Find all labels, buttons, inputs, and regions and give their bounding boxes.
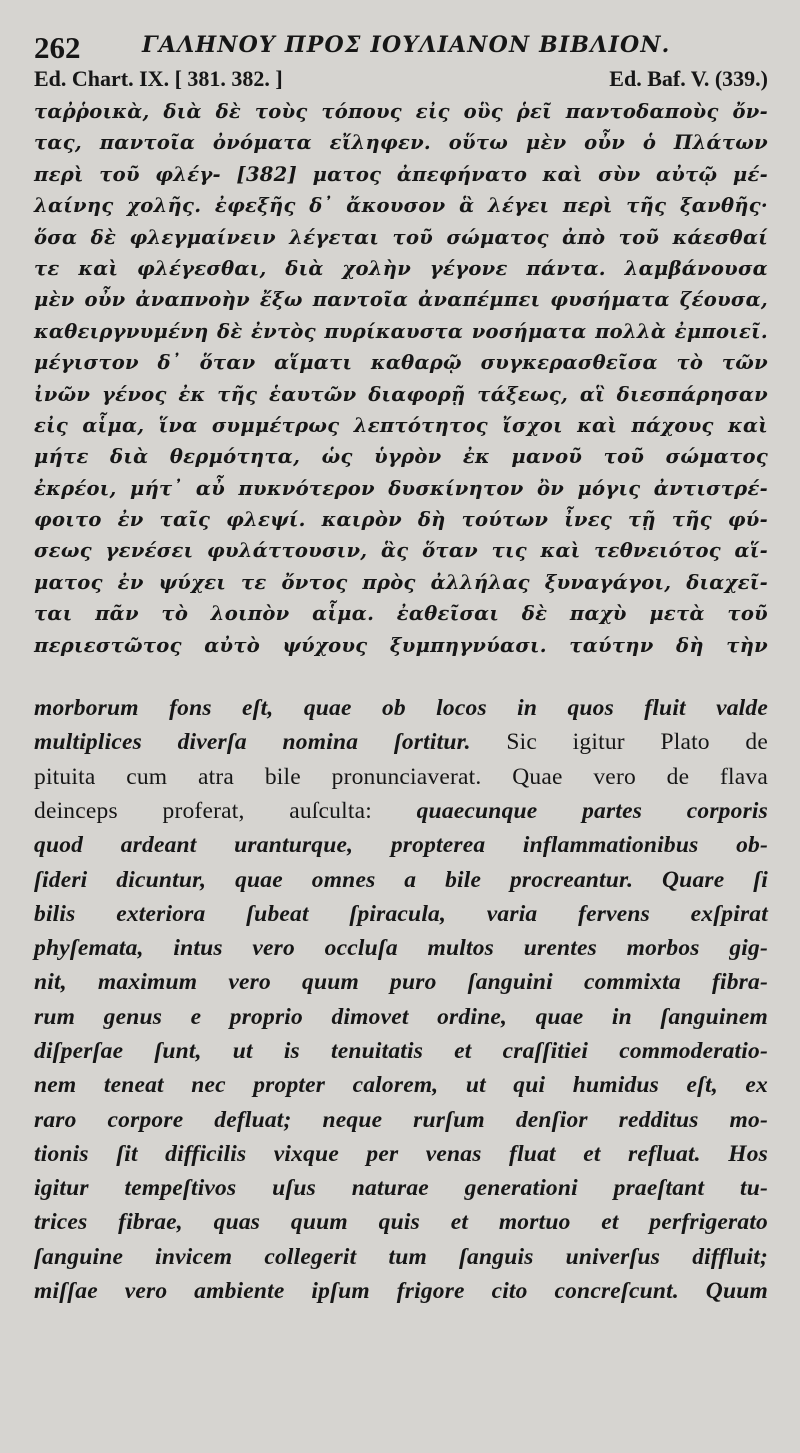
latin-roman-segment: pituita cum atra bile pronunciaverat. Quae vero de flava — [34, 763, 768, 790]
latin-italic-segment: diſperſae ſunt, ut is tenuitatis et craſſitiei commoderatio- — [34, 1038, 768, 1064]
greek-text-line: φοιτο ἐν ταῖς φλεψί. καιρὸν δὴ τούτων ἶνες τῇ τῆς φύ- — [34, 508, 768, 532]
latin-italic-segment: nem teneat nec propter calorem, ut qui humidus eſt, ex — [34, 1072, 768, 1099]
latin-italic-segment: tionis ſit difficilis vixque per venas fluat et refluat. Hos — [34, 1140, 768, 1167]
greek-text-line: μέγιστον δ᾽ ὅταν αἵματι καθαρῷ συγκερασθεῖσα τὸ τῶν — [34, 351, 768, 375]
greek-text-block — [34, 96, 768, 661]
latin-italic-segment: ſanguine invicem collegerit tum ſanguis univerſus diffluit; — [34, 1243, 768, 1270]
latin-text-line — [34, 863, 768, 897]
latin-text-line — [34, 760, 768, 794]
running-head — [34, 26, 768, 64]
edition-basel-reference: Ed. Baf. V. (339.) — [609, 66, 768, 91]
latin-italic-segment: quaecunque partes corporis — [416, 797, 768, 824]
greek-text-line: τας, παντοῖα ὀνόματα εἴληφεν. οὕτω μὲν οὖν ὁ Πλάτων — [34, 131, 768, 155]
greek-text-line: ματος ἐν ψύχει τε ὄντος πρὸς ἀλλήλας ξυναγάγοι, διαχεῖ- — [34, 570, 768, 594]
latin-text-line — [34, 1274, 768, 1308]
latin-italic-segment: quod ardeant uranturque, propterea inflammationibus ob- — [34, 832, 768, 859]
greek-text-line: μήτε διὰ θερμότητα, ὡς ὑγρὸν ἐκ μανοῦ τοῦ σώματος — [34, 445, 768, 469]
latin-text-line — [34, 828, 768, 862]
latin-italic-segment: phyſemata, intus vero occluſa multos urentes morbos gig- — [34, 935, 768, 962]
greek-text-line: περιεστῶτος αὐτὸ ψύχους ξυμπηγνύασι. ταύτην δὴ τὴν — [34, 633, 768, 657]
latin-text-line — [34, 1103, 768, 1137]
greek-text-line: ὅσα δὲ φλεγμαίνειν λέγεται τοῦ σώματος ἀπὸ τοῦ κάεσθαί — [34, 225, 768, 249]
greek-text-line: ἰνῶν γένος ἐκ τῆς ἑαυτῶν διαφορῇ τάξεως, αἳ διεσπάρησαν — [34, 382, 768, 406]
latin-text-line — [34, 1068, 768, 1102]
greek-text-line: μὲν οὖν ἀναπνοὴν ἔξω παντοῖα ἀναπέμπει φυσήματα ζέουσα, — [34, 288, 768, 312]
latin-italic-segment: raro corpore defluat; neque rurſum denſior redditus mo- — [34, 1106, 768, 1133]
greek-text-line: ἐκρέοι, μήτ᾽ αὖ πυκνότερον δυσκίνητον ὂν μόγις ἀντιστρέ- — [34, 476, 768, 500]
greek-text-line: σεως γενέσει φυλάττουσιν, ἃς ὅταν τις καὶ τεθνειότος αἵ- — [34, 539, 768, 563]
page-number: 262 — [34, 30, 81, 65]
latin-italic-segment: miſſae vero ambiente ipſum frigore cito concreſcunt. Quum — [34, 1278, 768, 1305]
latin-text-line — [34, 1034, 768, 1068]
greek-text-line: περὶ τοῦ φλέγ- [382] ματος ἀπεφήνατο καὶ σὺν αὐτῷ μέ- — [34, 162, 768, 186]
greek-text-line: ταῤῥοικὰ, διὰ δὲ τοὺς τόπους εἰς οὓς ῥεῖ παντοδαποὺς ὄν- — [34, 100, 768, 123]
latin-text-line — [34, 897, 768, 931]
latin-italic-segment: nit, maximum vero quum puro ſanguini commixta fibra- — [34, 969, 768, 996]
latin-text-line — [34, 691, 768, 725]
block-separator — [34, 661, 768, 691]
latin-text-block — [34, 691, 768, 1308]
greek-text-line: καθειργνυμένη δὲ ἐντὸς πυρίκαυστα νοσήματα πολλὰ ἐμποιεῖ. — [34, 319, 768, 343]
latin-italic-segment: trices fibrae, quas quum quis et mortuo et perfrigerato — [34, 1209, 768, 1236]
latin-italic-segment: ſideri dicuntur, quae omnes a bile procreantur. Quare ſi — [34, 866, 768, 893]
latin-italic-segment: rum genus e proprio dimovet ordine, quae in ſanguinem — [34, 1003, 768, 1030]
latin-italic-segment: morborum fons eſt, quae ob locos in quos fluit valde — [34, 695, 768, 722]
latin-italic-segment: multiplices diverſa nomina ſortitur. — [34, 729, 507, 756]
greek-text-line: λαίνης χολῆς. ἐφεξῆς δ᾽ ἄκουσον ἃ λέγει περὶ τῆς ξανθῆς· — [34, 194, 768, 218]
latin-roman-segment: deinceps proferat, auſculta: — [34, 797, 417, 824]
greek-text-line: εἰς αἷμα, ἵνα συμμέτρως λεπτότητος ἴσχοι καὶ πάχους καὶ — [34, 413, 768, 437]
edition-chartier-reference: Ed. Chart. IX. [ 381. 382. ] — [34, 66, 283, 91]
latin-text-line — [34, 1171, 768, 1205]
latin-text-line — [34, 931, 768, 965]
latin-text-line — [34, 1240, 768, 1274]
edition-reference-line — [34, 64, 768, 94]
running-title: ΓΑΛΗΝΟΥ ΠΡΟΣ ΙΟΥΛΙΑΝΟΝ ΒΙΒΛΙΟΝ. — [142, 32, 671, 58]
latin-italic-segment: igitur tempeſtivos uſus naturae generationi praeſtant tu- — [34, 1175, 768, 1202]
greek-text-line: ται πᾶν τὸ λοιπὸν αἷμα. ἐαθεῖσαι δὲ παχὺ μετὰ τοῦ — [34, 602, 768, 626]
latin-italic-segment: bilis exteriora ſubeat ſpiracula, varia fervens exſpirat — [34, 900, 768, 927]
greek-text-line: τε καὶ φλέγεσθαι, διὰ χολὴν γέγονε πάντα. λαμβάνουσα — [34, 256, 768, 280]
latin-roman-segment: Sic igitur Plato de — [506, 729, 768, 756]
latin-text-line — [34, 965, 768, 999]
latin-text-line — [34, 1137, 768, 1171]
latin-text-line — [34, 1000, 768, 1034]
latin-text-line — [34, 794, 768, 828]
latin-text-line — [34, 1205, 768, 1239]
latin-text-line — [34, 725, 768, 759]
